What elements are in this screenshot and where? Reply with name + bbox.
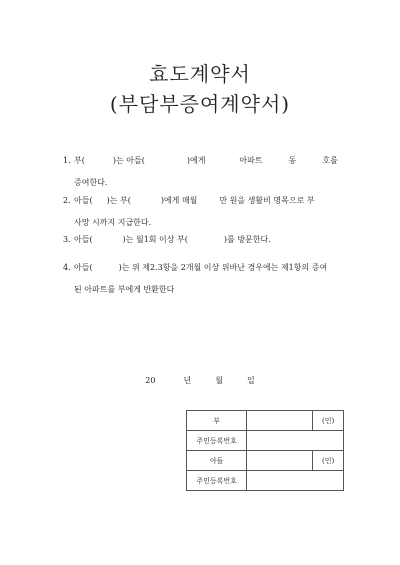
clause-number: 1. xyxy=(63,156,71,165)
contract-date xyxy=(0,375,400,386)
clause-text: 아파트 xyxy=(239,156,263,165)
clause-text: 부( xyxy=(74,156,85,165)
clause-number: 2. xyxy=(63,196,71,205)
clause-text: 만 원을 생활비 명목으로 부 xyxy=(219,196,315,205)
document-subtitle: (부담부증여계약서) xyxy=(109,92,291,116)
table-row xyxy=(187,471,344,491)
clause-number: 4. xyxy=(63,263,71,272)
clause-3 xyxy=(63,229,353,251)
clause-text: )는 월1회 이상 부( xyxy=(122,235,188,244)
son-name-field[interactable] xyxy=(247,451,313,471)
clause-continuation: 된 아파트를 부에게 반환한다 xyxy=(74,285,175,294)
son-id-field[interactable] xyxy=(247,471,344,491)
table-row xyxy=(187,411,344,431)
clause-4 xyxy=(63,257,353,301)
clause-number: 3. xyxy=(63,235,71,244)
clause-text: 호를 xyxy=(322,156,338,165)
clause-continuation: 증여한다. xyxy=(74,178,108,187)
clause-text: )는 위 제2.3항을 2개월 이상 위바난 경우에는 제1항의 증여 xyxy=(118,263,328,272)
son-id-label: 주민등록번호 xyxy=(187,471,247,491)
father-id-field[interactable] xyxy=(247,431,344,451)
father-seal: (인) xyxy=(313,411,344,431)
table-row xyxy=(187,451,344,471)
clause-text: 아들( xyxy=(74,263,93,272)
clause-text: 아들( xyxy=(74,235,93,244)
son-label: 아들 xyxy=(187,451,247,471)
clause-text: 동 xyxy=(288,156,297,165)
clause-text: )에게 매월 xyxy=(160,196,198,205)
date-month-label: 월 xyxy=(215,376,223,385)
date-year-prefix: 20 xyxy=(145,376,156,385)
date-day-label: 일 xyxy=(246,376,255,385)
clause-continuation: 사망 시까지 지급한다. xyxy=(74,218,152,227)
signature-table xyxy=(186,410,344,491)
document-title: 효도계약서 xyxy=(149,62,251,86)
son-seal: (인) xyxy=(313,451,344,471)
clause-text: )는 부( xyxy=(106,196,131,205)
clause-1 xyxy=(63,150,353,194)
clause-text: )에게 xyxy=(186,156,206,165)
clause-2 xyxy=(63,190,353,234)
clause-text: 아들( xyxy=(74,196,93,205)
clause-text: )를 방문한다. xyxy=(223,235,271,244)
father-name-field[interactable] xyxy=(247,411,313,431)
date-year-label: 년 xyxy=(183,376,192,385)
father-label: 부 xyxy=(187,411,247,431)
father-id-label: 주민등록번호 xyxy=(187,431,247,451)
table-row xyxy=(187,431,344,451)
clause-text: )는 아들( xyxy=(112,156,145,165)
